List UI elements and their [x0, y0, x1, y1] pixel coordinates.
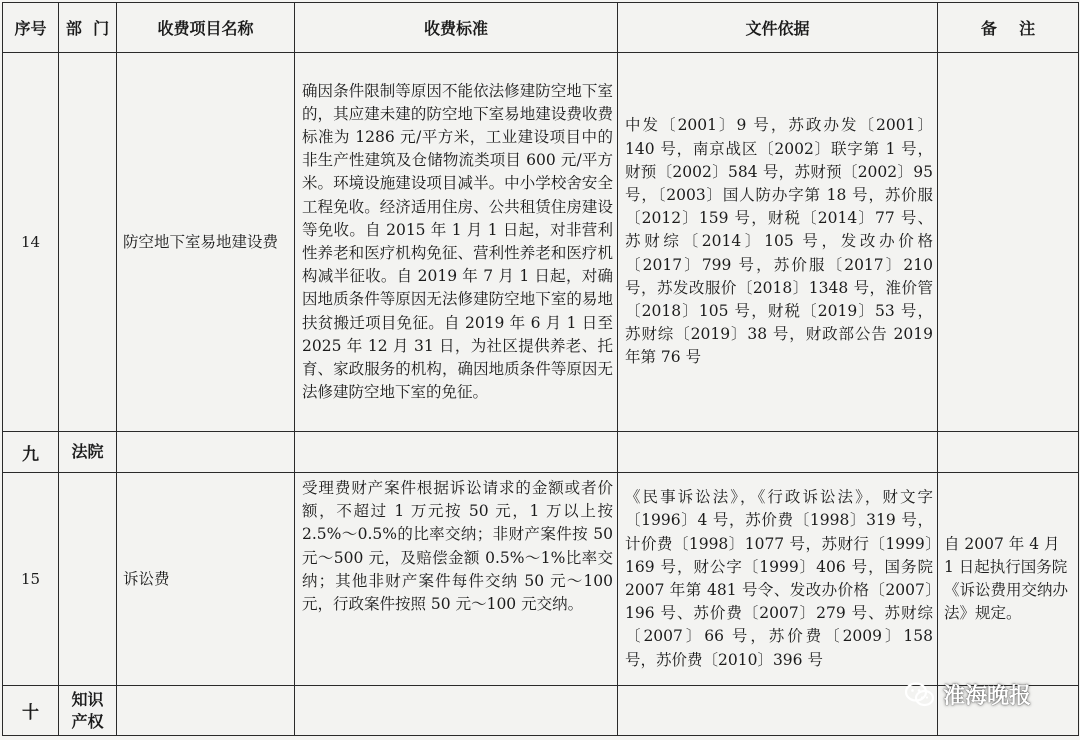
row-dept	[59, 473, 117, 686]
header-remark: 备 注	[938, 3, 1079, 53]
header-dept: 部 门	[59, 3, 117, 53]
header-seq: 序号	[3, 3, 59, 53]
row-name: 诉讼费	[117, 473, 295, 686]
header-basis: 文件依据	[618, 3, 938, 53]
row-standard: 受理费财产案件根据诉讼请求的金额或者价额，不超过 1 万元按 50 元，1 万以上按 2.5%～0.5%的比率交纳；非财产案件按 50 元～500 元，及赔偿金额 0.5%～1%比率交纳；其他非财产案件每件交纳 50 元～100 元，行政案件按照 50 元～100 元交纳。	[295, 473, 618, 686]
row-dept-text: 知识产权	[71, 689, 104, 731]
row-standard	[295, 686, 618, 736]
fee-table	[2, 2, 1079, 736]
row-basis	[618, 432, 938, 473]
row-basis	[618, 686, 938, 736]
header-row	[3, 3, 1079, 53]
row-name: 防空地下室易地建设费	[117, 53, 295, 432]
row-seq: 九	[3, 432, 59, 473]
wechat-icon	[905, 682, 935, 708]
row-seq: 14	[3, 53, 59, 432]
row-standard	[295, 432, 618, 473]
table-row	[3, 53, 1079, 432]
header-standard: 收费标准	[295, 3, 618, 53]
header-name: 收费项目名称	[117, 3, 295, 53]
row-name	[117, 686, 295, 736]
row-standard: 确因条件限制等原因不能依法修建防空地下室的，其应建未建的防空地下室易地建设费收费标准为 1286 元/平方米，工业建设项目中的非生产性建筑及仓储物流类项目 600 元/平方米。环境设施建设项目减半。中小学校舍安全工程免收。经济适用住房、公共租赁住房建设等免收。自 2015 年 1 月 1 日起，对非营利性养老和医疗机构免征、营利性养老和医疗机构减半征收。自 2019 年 7 月 1 日起，对确因地质条件等原因无法修建防空地下室的易地扶贫搬迁项目免征。自 2019 年 6 月 1 日至 2025 年 12 月 31 日，为社区提供养老、托育、家政服务的机构，确因地质条件等原因无法修建防空地下室的免征。	[295, 53, 618, 432]
row-remark: 自 2007 年 4 月 1 日起执行国务院《诉讼费用交纳办法》规定。	[938, 473, 1079, 686]
row-name	[117, 432, 295, 473]
table-row	[3, 473, 1079, 686]
table-row	[3, 432, 1079, 473]
row-seq: 十	[3, 686, 59, 736]
watermark	[905, 679, 1031, 710]
row-remark	[938, 53, 1079, 432]
row-dept: 法院	[59, 432, 117, 473]
row-remark	[938, 432, 1079, 473]
row-dept	[59, 686, 117, 736]
row-basis: 中发〔2001〕9 号，苏政办发〔2001〕140 号，南京战区〔2002〕联字第 1 号，财预〔2002〕584 号，苏财预〔2002〕95 号，〔2003〕国人防办字第 18 号，苏价服〔2012〕159 号，财税〔2014〕77 号、苏财综〔2014〕105 号，发改办价格〔2017〕799 号，苏价服〔2017〕210 号，苏发改服价〔2018〕1348 号，淮价管〔2018〕105 号，财税〔2019〕53 号，苏财综〔2019〕38 号，财政部公告 2019 年第 76 号	[618, 53, 938, 432]
watermark-text: 淮海晚报	[943, 684, 1032, 709]
row-seq: 15	[3, 473, 59, 686]
row-basis: 《民事诉讼法》，《行政诉讼法》，财文字〔1996〕4 号，苏价费〔1998〕319 号，计价费〔1998〕1077 号，苏财行〔1999〕169 号，财公字〔1999〕406 号，国务院 2007 年第 481 号令、发改办价格〔2007〕196 号、苏价费〔2007〕279 号、苏财综〔2007〕66 号，苏价费〔2009〕158 号，苏价费〔2010〕396 号	[618, 473, 938, 686]
row-dept	[59, 53, 117, 432]
